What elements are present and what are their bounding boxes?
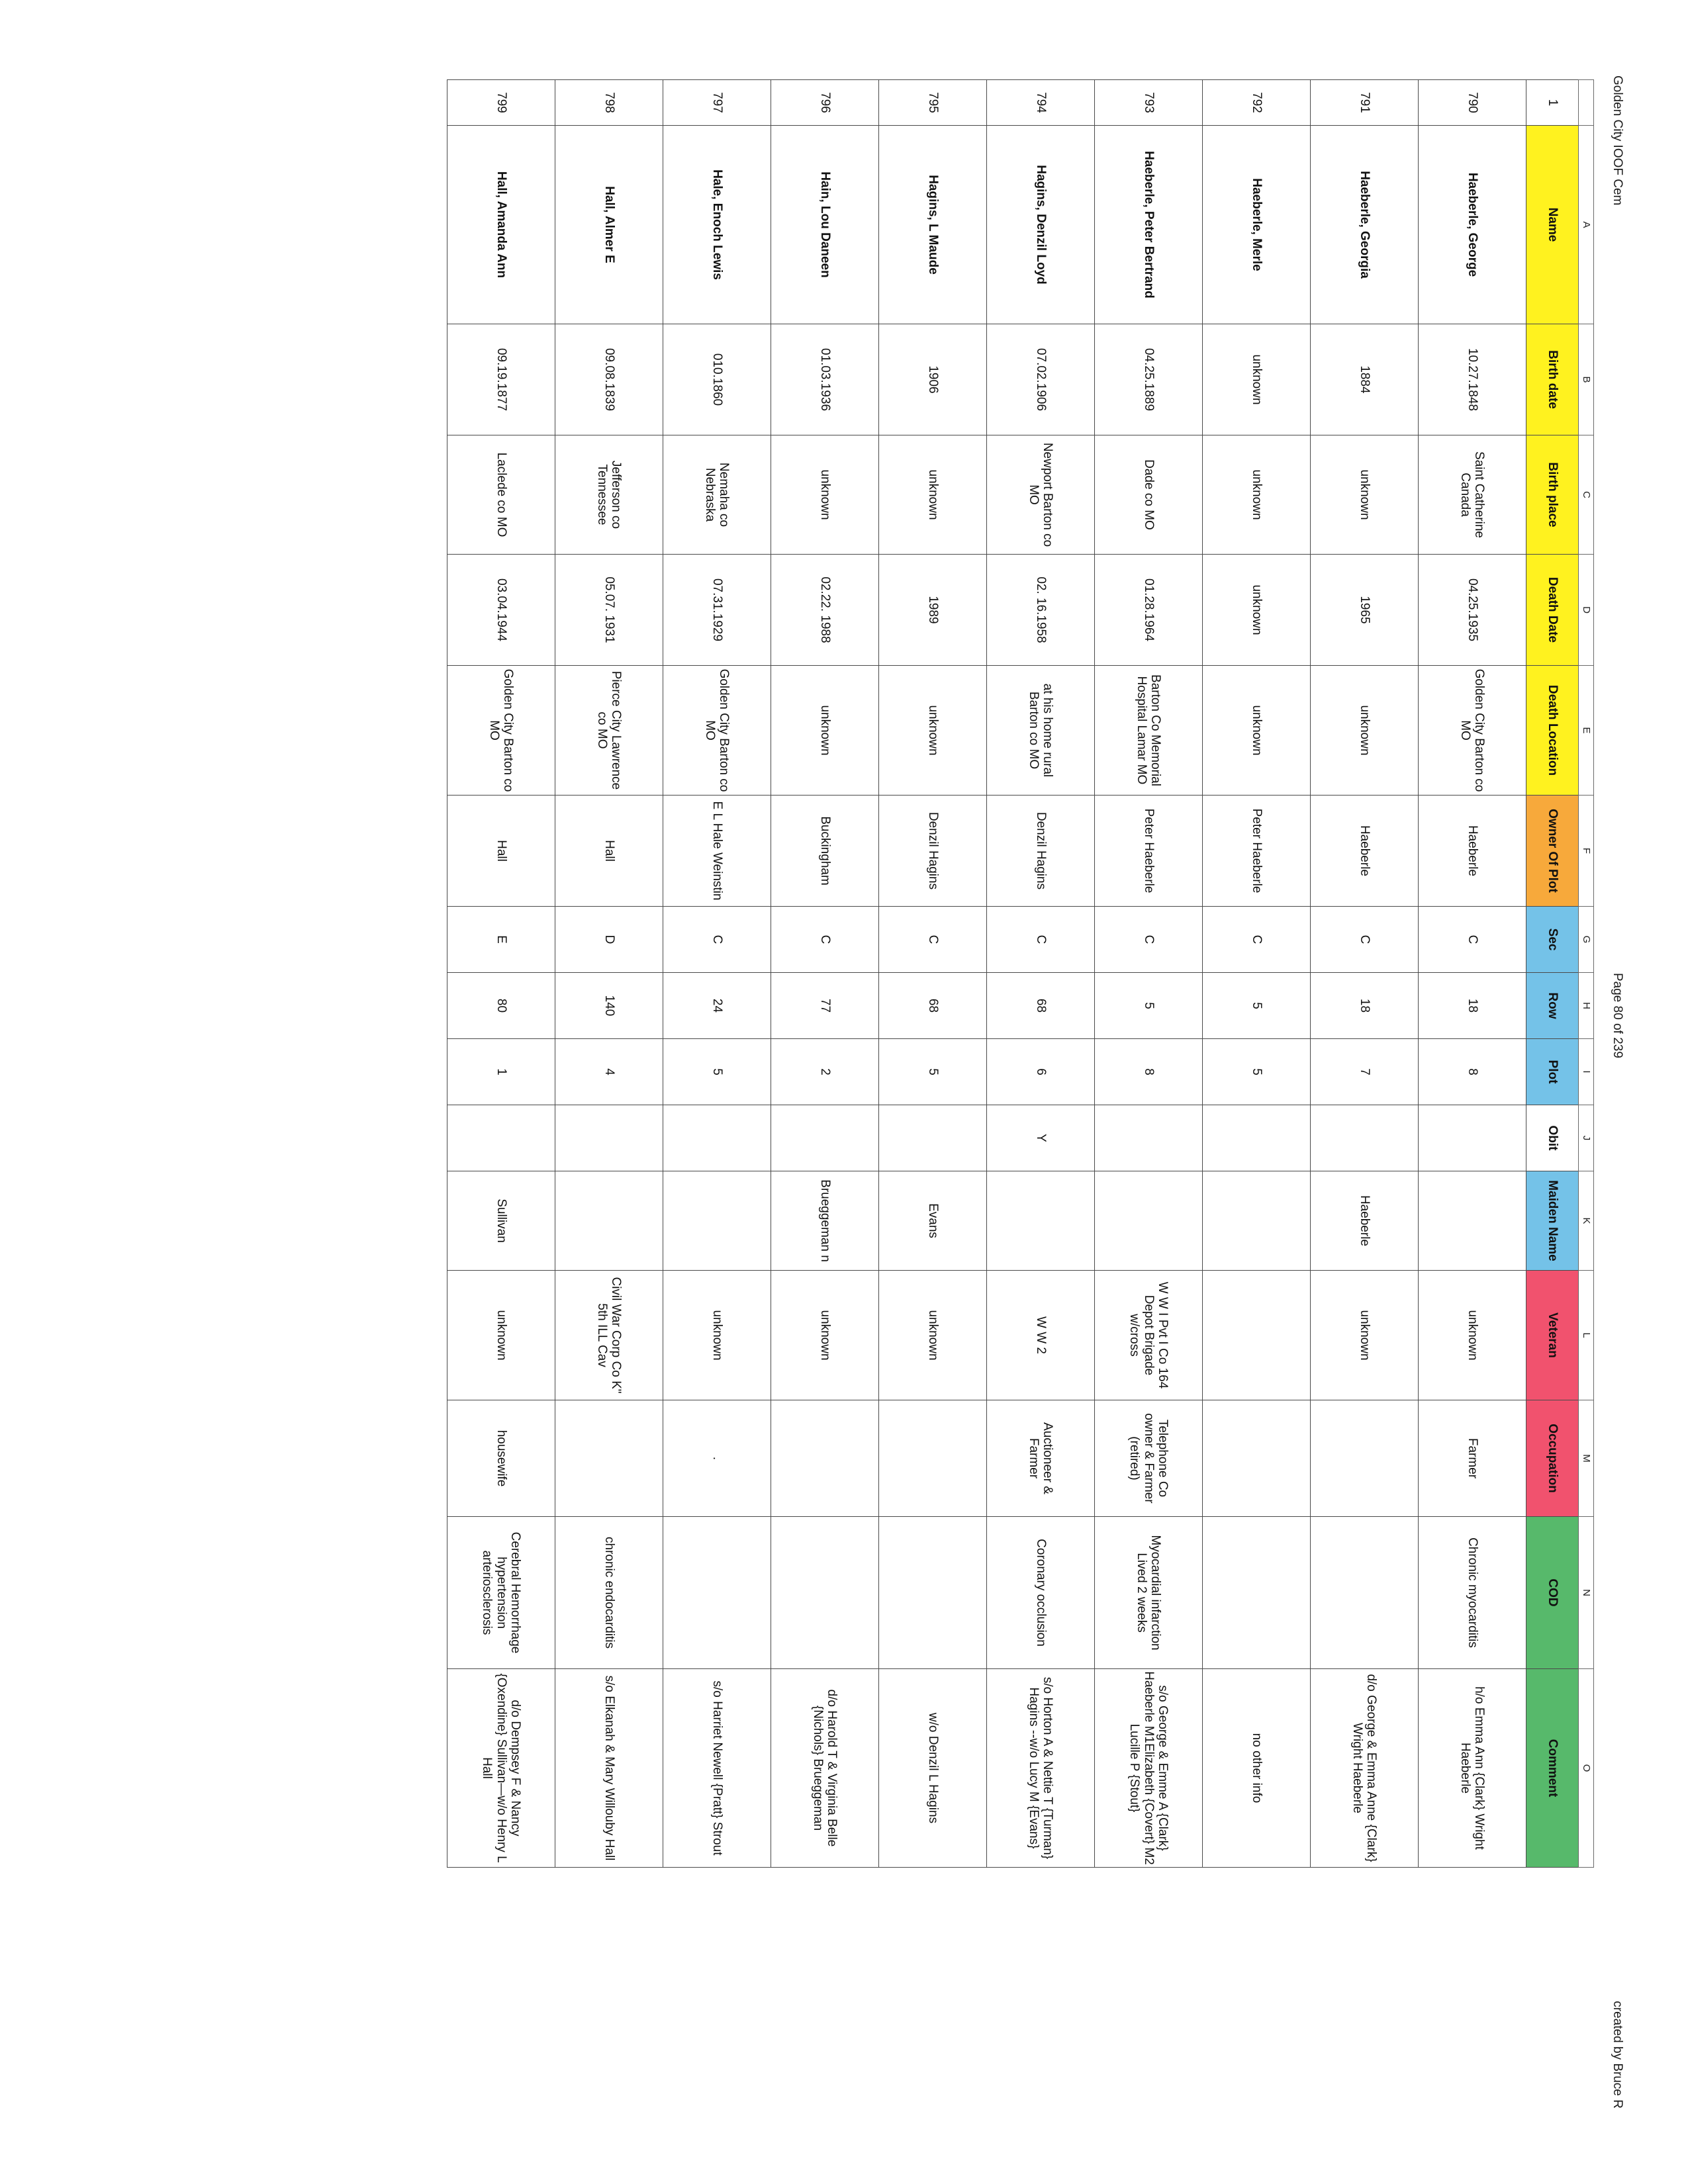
cell-sec: E bbox=[447, 907, 555, 973]
table-row bbox=[1095, 80, 1203, 1868]
cell-comment: s/o Harriet Newell {Pratt} Strout bbox=[663, 1669, 771, 1868]
cell-name: Hagins, Denzil Loyd bbox=[987, 126, 1095, 324]
cell-maiden-name bbox=[663, 1171, 771, 1271]
cell-name: Hall, Amanda Ann bbox=[447, 126, 555, 324]
cell-name: Hale, Enoch Lewis bbox=[663, 126, 771, 324]
cell-comment: d/o Dempsey F & Nancy {Oxendine} Sullivan—w/o Henry L Hall bbox=[447, 1669, 555, 1868]
column-letter-rail bbox=[1579, 80, 1594, 1868]
cell-death-date: 03.04.1944 bbox=[447, 555, 555, 666]
cell-birth-place: unknown bbox=[1311, 435, 1419, 555]
cell-owner: Haeberle bbox=[1419, 796, 1526, 907]
column-header-birth-date: Birth date bbox=[1526, 324, 1579, 435]
cell-owner: Peter Haeberle bbox=[1095, 796, 1203, 907]
column-letter-G: G bbox=[1579, 907, 1594, 973]
row-number: 794 bbox=[987, 80, 1095, 126]
cell-cod bbox=[1203, 1517, 1311, 1669]
cell-sec: C bbox=[1095, 907, 1203, 973]
cell-owner: Hall bbox=[555, 796, 663, 907]
cemetery-records-table bbox=[447, 79, 1594, 1868]
cell-obit: Y bbox=[987, 1105, 1095, 1171]
cell-row: 80 bbox=[447, 973, 555, 1039]
row-number: 795 bbox=[879, 80, 987, 126]
cell-sec: C bbox=[987, 907, 1095, 973]
column-header-comment: Comment bbox=[1526, 1669, 1579, 1868]
cell-death-date: 01.28.1964 bbox=[1095, 555, 1203, 666]
cell-row: 18 bbox=[1419, 973, 1526, 1039]
cell-sec: C bbox=[663, 907, 771, 973]
cell-occupation: Farmer bbox=[1419, 1400, 1526, 1517]
scanned-spreadsheet-page bbox=[53, 53, 1635, 2131]
cell-veteran bbox=[1203, 1271, 1311, 1400]
cell-owner: Buckingham bbox=[771, 796, 879, 907]
cell-comment: no other info bbox=[1203, 1669, 1311, 1868]
row-number: 797 bbox=[663, 80, 771, 126]
table-row bbox=[555, 80, 663, 1868]
cell-plot: 7 bbox=[1311, 1039, 1419, 1105]
row-number: 792 bbox=[1203, 80, 1311, 126]
page-header-left: Golden City IOOF Cem bbox=[1611, 75, 1624, 206]
cell-occupation bbox=[879, 1400, 987, 1517]
column-header-owner-of-plot: Owner Of Plot bbox=[1526, 796, 1579, 907]
cell-row: 5 bbox=[1203, 973, 1311, 1039]
cell-name: Haeberle, Peter Bertrand bbox=[1095, 126, 1203, 324]
column-letter-O: O bbox=[1579, 1669, 1594, 1868]
cell-row: 68 bbox=[879, 973, 987, 1039]
column-letter-C: C bbox=[1579, 435, 1594, 555]
cell-sec: C bbox=[879, 907, 987, 973]
column-letter-A: A bbox=[1579, 126, 1594, 324]
cell-plot: 8 bbox=[1095, 1039, 1203, 1105]
cell-death-location: Pierce City Lawrence co MO bbox=[555, 666, 663, 796]
column-letter-L: L bbox=[1579, 1271, 1594, 1400]
row-number: 798 bbox=[555, 80, 663, 126]
cell-comment: h/o Emma Ann {Clark} Wright Haeberle bbox=[1419, 1669, 1526, 1868]
cell-name: Hagins, L Maude bbox=[879, 126, 987, 324]
cell-owner: E L Hale Weinstin bbox=[663, 796, 771, 907]
cell-obit bbox=[447, 1105, 555, 1171]
cell-death-date: 04.25.1935 bbox=[1419, 555, 1526, 666]
cell-sec: C bbox=[771, 907, 879, 973]
cell-veteran: unknown bbox=[447, 1271, 555, 1400]
cell-death-date: 07.31.1929 bbox=[663, 555, 771, 666]
cell-cod: Coronary occlusion bbox=[987, 1517, 1095, 1669]
cell-sec: C bbox=[1203, 907, 1311, 973]
cell-death-location: Golden City Barton co MO bbox=[1419, 666, 1526, 796]
cell-cod: Cerebral Hemorrhage hypertension arteriosclerosis bbox=[447, 1517, 555, 1669]
column-letter-F: F bbox=[1579, 796, 1594, 907]
cell-death-location: Barton Co Memorial Hospital Lamar MO bbox=[1095, 666, 1203, 796]
cell-owner: Hall bbox=[447, 796, 555, 907]
cell-death-location: Golden City Barton co MO bbox=[447, 666, 555, 796]
cell-maiden-name bbox=[1095, 1171, 1203, 1271]
cell-veteran: W W 2 bbox=[987, 1271, 1095, 1400]
column-header-sec: Sec bbox=[1526, 907, 1579, 973]
cell-death-location: unknown bbox=[1203, 666, 1311, 796]
column-letter-H: H bbox=[1579, 973, 1594, 1039]
cell-obit bbox=[1203, 1105, 1311, 1171]
cell-birth-date: 010.1860 bbox=[663, 324, 771, 435]
column-letter-D: D bbox=[1579, 555, 1594, 666]
cell-comment: s/o Horton A & Nettie T {Turman} Hagins --w/o Lucy M {Evans} bbox=[987, 1669, 1095, 1868]
cell-birth-place: Dade co MO bbox=[1095, 435, 1203, 555]
cell-occupation bbox=[1311, 1400, 1419, 1517]
cell-obit bbox=[1095, 1105, 1203, 1171]
cell-plot: 2 bbox=[771, 1039, 879, 1105]
cell-plot: 5 bbox=[1203, 1039, 1311, 1105]
cell-maiden-name bbox=[1419, 1171, 1526, 1271]
column-letter-E: E bbox=[1579, 666, 1594, 796]
cell-veteran: unknown bbox=[1419, 1271, 1526, 1400]
column-header-death-date: Death Date bbox=[1526, 555, 1579, 666]
cell-plot: 6 bbox=[987, 1039, 1095, 1105]
cell-comment: w/o Denzil L Hagins bbox=[879, 1669, 987, 1868]
column-header-plot: Plot bbox=[1526, 1039, 1579, 1105]
cell-cod bbox=[663, 1517, 771, 1669]
cell-death-date: 02.22. 1988 bbox=[771, 555, 879, 666]
column-header-cod: COD bbox=[1526, 1517, 1579, 1669]
cell-owner: Haeberle bbox=[1311, 796, 1419, 907]
table-row bbox=[987, 80, 1095, 1868]
cell-obit bbox=[771, 1105, 879, 1171]
row-number-header: 1 bbox=[1526, 80, 1579, 126]
cell-veteran: unknown bbox=[1311, 1271, 1419, 1400]
column-header-obit: Obit bbox=[1526, 1105, 1579, 1171]
cell-death-date: unknown bbox=[1203, 555, 1311, 666]
cell-comment: d/o Harold T & Virginia Belle {Nichols} Brueggeman bbox=[771, 1669, 879, 1868]
cell-death-date: 02. 16.1958 bbox=[987, 555, 1095, 666]
cell-birth-date: unknown bbox=[1203, 324, 1311, 435]
cell-occupation: Telephone Co owner & Farmer (retired) bbox=[1095, 1400, 1203, 1517]
row-number: 799 bbox=[447, 80, 555, 126]
cell-occupation: Auctioneer & Farmer bbox=[987, 1400, 1095, 1517]
cell-veteran: W W I Pvt I Co 164 Depot Brigade w/cross bbox=[1095, 1271, 1203, 1400]
cell-occupation: housewife bbox=[447, 1400, 555, 1517]
cell-veteran: unknown bbox=[663, 1271, 771, 1400]
cell-death-date: 05.07. 1931 bbox=[555, 555, 663, 666]
cell-death-location: unknown bbox=[771, 666, 879, 796]
cell-occupation bbox=[555, 1400, 663, 1517]
cell-birth-place: Newport Barton co MO bbox=[987, 435, 1095, 555]
table-row bbox=[1203, 80, 1311, 1868]
cell-birth-date: 1906 bbox=[879, 324, 987, 435]
table-header-row bbox=[1526, 80, 1579, 1868]
cell-cod bbox=[771, 1517, 879, 1669]
row-number: 796 bbox=[771, 80, 879, 126]
cell-obit bbox=[1419, 1105, 1526, 1171]
cell-veteran: unknown bbox=[771, 1271, 879, 1400]
cell-birth-place: Jefferson co Tennessee bbox=[555, 435, 663, 555]
cell-sec: C bbox=[1311, 907, 1419, 973]
cell-birth-date: 07.02.1906 bbox=[987, 324, 1095, 435]
cell-maiden-name bbox=[987, 1171, 1095, 1271]
cell-cod bbox=[1311, 1517, 1419, 1669]
column-header-occupation: Occupation bbox=[1526, 1400, 1579, 1517]
row-number: 790 bbox=[1419, 80, 1526, 126]
table-row bbox=[879, 80, 987, 1868]
cell-plot: 5 bbox=[879, 1039, 987, 1105]
cell-maiden-name bbox=[1203, 1171, 1311, 1271]
column-letter-J: J bbox=[1579, 1105, 1594, 1171]
cell-birth-place: Nemaha co Nebraska bbox=[663, 435, 771, 555]
table-row bbox=[447, 80, 555, 1868]
page-footer-page-number: Page 80 of 239 bbox=[1611, 973, 1624, 1058]
grid-corner bbox=[1579, 80, 1594, 126]
cell-row: 5 bbox=[1095, 973, 1203, 1039]
cell-comment: s/o Elkanah & Mary Willouby Hall bbox=[555, 1669, 663, 1868]
cell-death-location: unknown bbox=[1311, 666, 1419, 796]
cell-sec: D bbox=[555, 907, 663, 973]
column-letter-K: K bbox=[1579, 1171, 1594, 1271]
cell-row: 68 bbox=[987, 973, 1095, 1039]
cell-maiden-name: Evans bbox=[879, 1171, 987, 1271]
cell-plot: 5 bbox=[663, 1039, 771, 1105]
cell-birth-date: 09.08.1839 bbox=[555, 324, 663, 435]
cell-birth-place: Laclede co MO bbox=[447, 435, 555, 555]
column-header-veteran: Veteran bbox=[1526, 1271, 1579, 1400]
cell-cod: chronic endocarditis bbox=[555, 1517, 663, 1669]
cell-cod bbox=[879, 1517, 987, 1669]
cell-row: 24 bbox=[663, 973, 771, 1039]
row-number: 793 bbox=[1095, 80, 1203, 126]
column-header-row: Row bbox=[1526, 973, 1579, 1039]
cell-obit bbox=[1311, 1105, 1419, 1171]
cell-obit bbox=[663, 1105, 771, 1171]
column-header-birth-place: Birth place bbox=[1526, 435, 1579, 555]
cell-obit bbox=[555, 1105, 663, 1171]
column-header-name: Name bbox=[1526, 126, 1579, 324]
column-header-death-location: Death Location bbox=[1526, 666, 1579, 796]
table-row bbox=[1419, 80, 1526, 1868]
cell-sec: C bbox=[1419, 907, 1526, 973]
cell-owner: Denzil Hagins bbox=[987, 796, 1095, 907]
cell-cod: Chronic myocarditis bbox=[1419, 1517, 1526, 1669]
cell-birth-place: Saint Catherine Canada bbox=[1419, 435, 1526, 555]
cell-plot: 4 bbox=[555, 1039, 663, 1105]
cell-occupation bbox=[1203, 1400, 1311, 1517]
cell-obit bbox=[879, 1105, 987, 1171]
column-letter-B: B bbox=[1579, 324, 1594, 435]
cell-birth-date: 10.27.1848 bbox=[1419, 324, 1526, 435]
cell-birth-place: unknown bbox=[1203, 435, 1311, 555]
cell-birth-place: unknown bbox=[771, 435, 879, 555]
cell-veteran: Civil War Corp Co K" 5th ILL Cav bbox=[555, 1271, 663, 1400]
cell-cod: Myocardial infarction Lived 2 weeks bbox=[1095, 1517, 1203, 1669]
cell-name: Haeberle, George bbox=[1419, 126, 1526, 324]
cell-maiden-name bbox=[555, 1171, 663, 1271]
column-letter-M: M bbox=[1579, 1400, 1594, 1517]
cell-row: 18 bbox=[1311, 973, 1419, 1039]
cell-plot: 1 bbox=[447, 1039, 555, 1105]
cell-birth-date: 01.03.1936 bbox=[771, 324, 879, 435]
cell-birth-place: unknown bbox=[879, 435, 987, 555]
table-row bbox=[663, 80, 771, 1868]
cell-comment: s/o George & Emme A {Clark} Haeberle M1Elizabeth {Covert} M2 Lucille P {Stout} bbox=[1095, 1669, 1203, 1868]
cell-occupation: . bbox=[663, 1400, 771, 1517]
column-header-maiden-name: Maiden Name bbox=[1526, 1171, 1579, 1271]
cell-owner: Denzil Hagins bbox=[879, 796, 987, 907]
cell-name: Hain, Lou Daneen bbox=[771, 126, 879, 324]
cell-comment: d/o George & Emma Anne {Clark} Wright Haeberle bbox=[1311, 1669, 1419, 1868]
cell-name: Hall, Almer E bbox=[555, 126, 663, 324]
cell-row: 140 bbox=[555, 973, 663, 1039]
cell-name: Haeberle, Merle bbox=[1203, 126, 1311, 324]
cell-occupation bbox=[771, 1400, 879, 1517]
page-header-credit: created by Bruce R bbox=[1611, 2001, 1624, 2109]
cell-maiden-name: Sullivan bbox=[447, 1171, 555, 1271]
cell-death-date: 1965 bbox=[1311, 555, 1419, 666]
cell-plot: 8 bbox=[1419, 1039, 1526, 1105]
cell-birth-date: 09.19.1877 bbox=[447, 324, 555, 435]
cell-maiden-name: Haeberle bbox=[1311, 1171, 1419, 1271]
cell-veteran: unknown bbox=[879, 1271, 987, 1400]
column-letter-I: I bbox=[1579, 1039, 1594, 1105]
cell-maiden-name: Brueggeman n bbox=[771, 1171, 879, 1271]
table-row bbox=[1311, 80, 1419, 1868]
cell-name: Haeberle, Georgia bbox=[1311, 126, 1419, 324]
cell-birth-date: 04.25.1889 bbox=[1095, 324, 1203, 435]
column-letter-N: N bbox=[1579, 1517, 1594, 1669]
cell-death-date: 1989 bbox=[879, 555, 987, 666]
table-row bbox=[771, 80, 879, 1868]
cell-owner: Peter Haeberle bbox=[1203, 796, 1311, 907]
cell-birth-date: 1884 bbox=[1311, 324, 1419, 435]
cell-death-location: at his home rural Barton co MO bbox=[987, 666, 1095, 796]
row-number: 791 bbox=[1311, 80, 1419, 126]
cell-row: 77 bbox=[771, 973, 879, 1039]
cell-death-location: unknown bbox=[879, 666, 987, 796]
cell-death-location: Golden City Barton co MO bbox=[663, 666, 771, 796]
